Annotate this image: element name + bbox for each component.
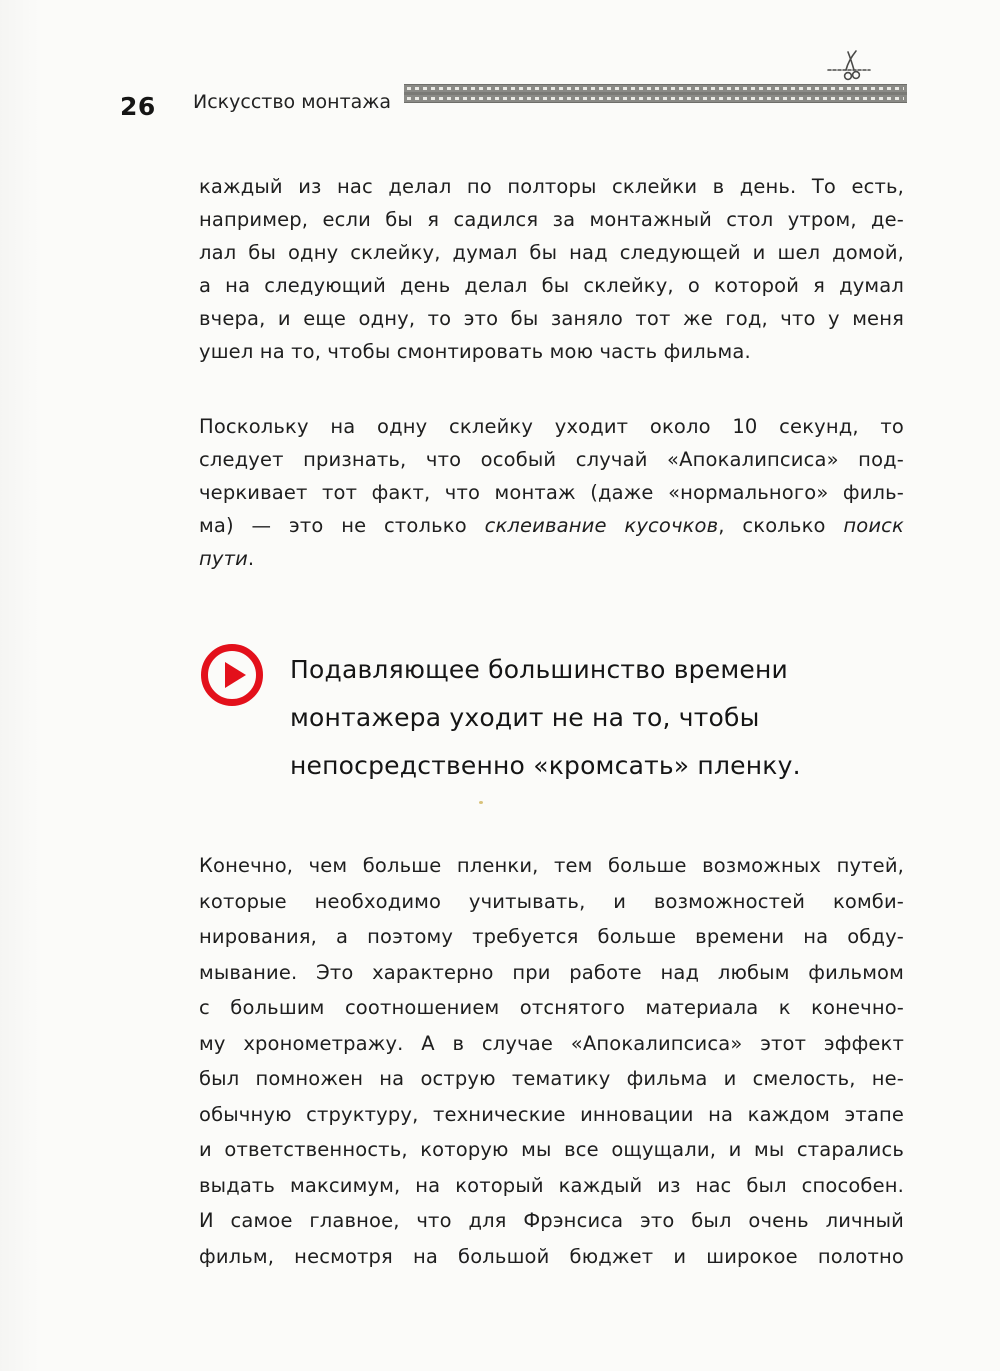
text-line: обычную структуру, технические инновации на каждом этапе (199, 1102, 904, 1126)
text-line: вчера, и еще одну, то это бы заняло тот же год, что у меня (199, 307, 904, 330)
text-run: ма) — это не столько (199, 514, 485, 537)
text-line: му хронометражу. А в случае «Апокалипсиса» этот эффект (199, 1031, 904, 1055)
text-run: , сколько (718, 514, 844, 537)
highlight-quote (290, 646, 890, 790)
text-line: например, если бы я садился за монтажный стол утром, де- (199, 208, 904, 231)
text-line: а на следующий день делал бы склейку, о которой я думал (199, 274, 904, 297)
text-line (199, 509, 904, 542)
text-line: которые необходимо учитывать, и возможностей комби- (199, 889, 904, 913)
paragraph-more-film (199, 848, 904, 1274)
print-speck (479, 801, 483, 804)
emphasis-text: поиск (843, 514, 904, 537)
text-line: мывание. Это характерно при работе над любым фильмом (199, 960, 904, 984)
text-line: лал бы одну склейку, думал бы над следующей и шел домой, (199, 241, 904, 264)
text-line: с большим соотношением отснятого материала к конечно- (199, 996, 904, 1019)
running-title: Искусство монтажа (193, 91, 392, 113)
text-line: Поскольку на одну склейку уходит около 10 секунд, то (199, 415, 904, 438)
text-line: фильм, несмотря на большой бюджет и широкое полотно (199, 1244, 904, 1268)
text-line: Конечно, чем больше пленки, тем больше возможных путей, (199, 854, 904, 877)
text-line: И самое главное, что для Фрэнсиса это был очень личный (199, 1209, 904, 1232)
text-line (199, 542, 904, 575)
paragraph-editing-time (199, 410, 904, 575)
text-line: каждый из нас делал по полторы склейки в день. То есть, (199, 175, 904, 198)
quote-line: Подавляющее большинство времени (290, 655, 788, 684)
film-perforation-bottom (407, 97, 904, 100)
quote-line: непосредственно «кромсать» пленку. (290, 751, 801, 780)
emphasis-text: пути (199, 547, 248, 570)
text-run: . (247, 547, 255, 570)
text-line: был помножен на острую тематику фильма и смелость, не- (199, 1067, 904, 1090)
play-icon (200, 643, 264, 707)
emphasis-text: склеивание кусочков (484, 514, 719, 537)
text-line: нирования, а поэтому требуется больше времени на обду- (199, 925, 904, 948)
film-perforation-top (407, 87, 904, 90)
text-line: и ответственность, которую мы все ощущали, и мы старались (199, 1138, 904, 1161)
paragraph-continuation (199, 170, 904, 368)
page-number: 26 (120, 92, 156, 121)
text-line: ушел на то, чтобы смонтировать мою часть фильма. (199, 340, 751, 363)
text-line: выдать максимум, на который каждый из нас был способен. (199, 1173, 904, 1197)
scissors-icon (826, 48, 876, 82)
film-strip-decoration (404, 84, 907, 103)
quote-line: монтажера уходит не на то, чтобы (290, 703, 760, 732)
text-line: черкивает тот факт, что монтаж (даже «нормального» филь- (199, 481, 904, 504)
film-band (404, 92, 907, 95)
text-line: следует признать, что особый случай «Апокалипсиса» под- (199, 448, 904, 471)
